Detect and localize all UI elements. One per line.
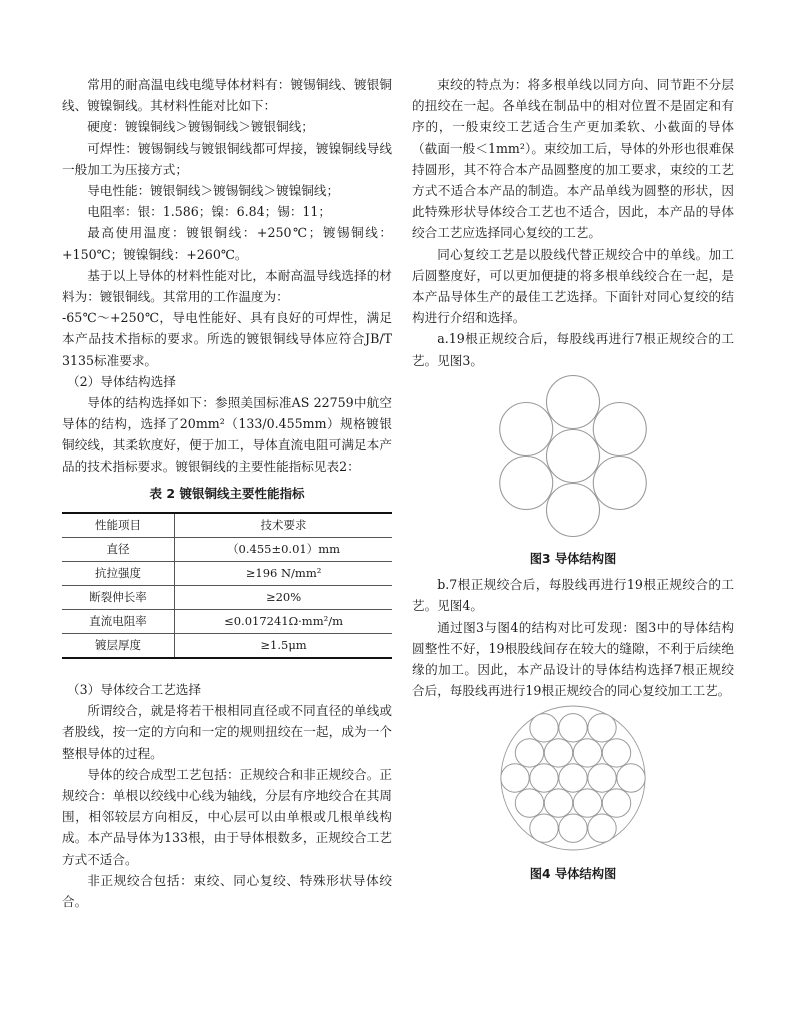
strand-outline [588,814,616,842]
strand-outline [573,739,601,767]
strand-outline [500,402,553,455]
strand-outline [588,714,616,742]
table-cell: 直流电阻率 [62,610,175,634]
paragraph: 通过图3与图4的结构对比可发现：图3中的导体结构圆整性不好，19根股线间存在较大的缝隙，不利于后续绝缘的加工。因此，本产品设计的导体结构选择7根正规绞合后，每股线再进行19根正规绞合的同心复绞加工工艺。 [412,619,734,699]
strand-outline [515,789,543,817]
paragraph: -65℃～+250℃，导电性能好、具有良好的可焊性，满足本产品技术指标的要求。所选的镀银铜线导体应符合JB/T 3135标准要求。 [62,310,392,368]
figure-4 [412,701,734,861]
table-header-cell: 性能项目 [62,513,175,538]
strand-outline [559,714,587,742]
paragraph: a.19根正规绞合后，每股线再进行7根正规绞合的工艺。见图3。 [412,331,734,368]
left-column [62,74,392,912]
strand-outline [617,764,645,792]
figure-caption: 图4 导体结构图 [529,866,617,881]
strand-outline [547,483,600,536]
table-header-row [62,513,392,538]
paragraph: 导体的绞合成型工艺包括：正规绞合和非正规绞合。正规绞合：单根以绞线中心线为轴线，分层有序地绞合在其周围，相邻较层方向相反，中心层可以由单根或几根单线构成。本产品导体为133根，由于导体根数多，正规绞合工艺方式不适合。 [62,766,392,867]
strand-outline [588,764,616,792]
table-cell: ≥1.5μm [175,634,392,659]
conductor-structure-diagram [496,701,650,855]
strand-outline [593,456,646,509]
table-header-cell: 技术要求 [175,513,392,538]
paragraph: 导电性能：镀银铜线＞镀锡铜线＞镀镍铜线； [87,183,340,199]
paragraph: 束绞的特点为：将多根单线以同方向、同节距不分层的扭绞在一起。各单线在制品中的相对位置不是固定和有序的，一般束绞工艺适合生产更加柔软、小截面的导体（截面一般＜1mm²）。束绞加工后，导体的外形也很难保持圆形，其不符合本产品圆整度的加工要求，束绞的工艺方式不适合本产品的制造。本产品单线为圆整的形状，因此特殊形状导体绞合工艺也不适合，因此，本产品的导体绞合工艺应选择同心复绞的工艺。 [412,77,734,241]
table-row [62,586,392,610]
strand-outline [515,739,543,767]
table-caption: 表 2 镀银铜线主要性能指标 [149,485,305,501]
strand-outline [602,739,630,767]
strand-outline [530,764,558,792]
paragraph: 所谓绞合，就是将若干根相同直径或不同直径的单线或者股线，按一定的方向和一定的规则扭绞在一起，成为一个整根导体的过程。 [62,703,392,761]
paragraph: b.7根正规绞合后，每股线再进行19根正规绞合的工艺。见图4。 [412,577,734,614]
strand-outline [500,456,553,509]
paragraph: 硬度：镀镍铜线＞镀锡铜线＞镀银铜线； [87,119,314,135]
paragraph: 常用的耐高温电线电缆导体材料有：镀锡铜线、镀银铜线、镀镍铜线。其材料性能对比如下： [62,77,392,114]
figure-3 [412,371,734,547]
section-heading: （3）导体绞合工艺选择 [67,682,201,698]
paragraph: 可焊性：镀锡铜线与镀银铜线都可焊接，镀镍铜线导线一般加工为压接方式； [62,140,392,177]
paragraph: 最高使用温度：镀银铜线：+250℃；镀锡铜线：+150℃；镀镍铜线：+260℃。 [62,225,392,262]
conductor-structure-diagram [493,371,653,541]
figure-caption: 图3 导体结构图 [529,552,617,567]
table-cell: 抗拉强度 [62,562,175,586]
strand-outline [501,764,529,792]
strand-outline [544,789,572,817]
table-row [62,562,392,586]
strand-outline [544,739,572,767]
table-row [62,634,392,659]
strand-outline [573,789,601,817]
strand-outline [530,714,558,742]
table-cell: ≥20% [175,586,392,610]
strand-outline [593,402,646,455]
table-row [62,610,392,634]
strand-outline [559,814,587,842]
paragraph: 电阻率：银：1.586；镍：6.84；锡：11； [87,204,332,220]
table-cell: 断裂伸长率 [62,586,175,610]
strand-outline [547,429,600,482]
right-column [412,74,734,889]
table-row [62,538,392,562]
paragraph: 非正规绞合包括：束绞、同心复绞、特殊形状导体绞合。 [62,872,392,910]
strand-outline [547,375,600,428]
spec-table [62,512,392,659]
strand-outline [530,814,558,842]
table-cell: ≥196 N/mm² [175,562,392,586]
paragraph: 同心复绞工艺是以股线代替正规绞合中的单线。加工后圆整度好，可以更加便捷的将多根单线绞合在一起，是本产品导体生产的最佳工艺选择。下面针对同心复绞的结构进行介绍和选择。 [412,246,734,326]
table-cell: （0.455±0.01）mm [175,538,392,562]
table-cell: 镀层厚度 [62,634,175,659]
table-cell: ≤0.017241Ω·mm²/m [175,610,392,634]
table-cell: 直径 [62,538,175,562]
paragraph: 基于以上导体的材料性能对比，本耐高温导线选择的材料为：镀银铜线。其常用的工作温度为： [62,267,392,305]
section-heading: （2）导体结构选择 [67,373,176,389]
strand-outline [559,764,587,792]
paragraph: 导体的结构选择如下：参照美国标准AS 22759中航空导体的结构，选择了20mm²（133/0.455mm）规格镀银铜绞线，其柔软度好，便于加工，导体直流电阻可满足本产品的技术指标要求。镀银铜线的主要性能指标见表2： [62,395,392,474]
strand-outline [602,789,630,817]
